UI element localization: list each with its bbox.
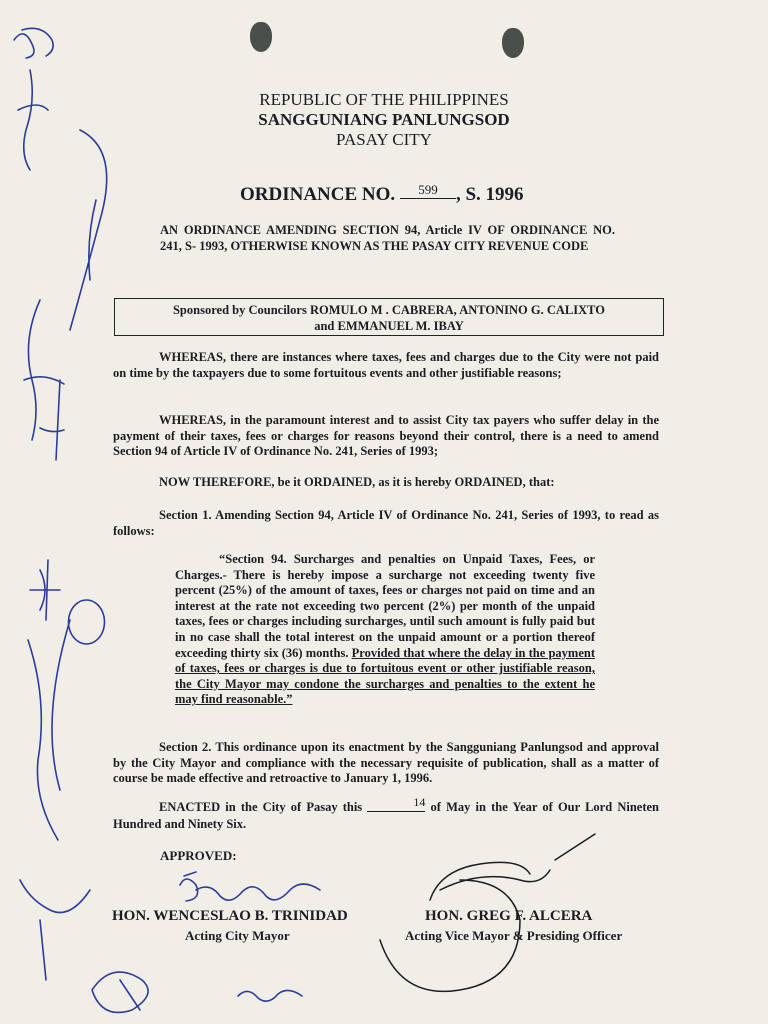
header-council: SANGGUNIANG PANLUNGSOD [258,110,510,129]
ordinance-subject: AN ORDINANCE AMENDING SECTION 94, Article IV OF ORDINANCE NO. 241, S- 1993, OTHERWISE KNOWN AS THE PASAY CITY REVENUE CODE [160,223,615,253]
ordinance-number: 599 [400,182,456,199]
punch-hole [502,28,524,58]
enacted-clause [113,795,659,832]
header-city: PASAY CITY [336,130,432,149]
ordinance-series: , S. 1996 [455,184,524,205]
approved-label: APPROVED: [160,848,237,863]
margin-circle-mark [69,600,105,644]
mayor-title: Acting City Mayor [185,928,290,943]
mayor-signature [180,872,320,901]
whereas-clause-1: WHEREAS, there are instances where taxes, fees and charges due to the City were not paid on time by the taxpayers due to some fortuitous events and other justifiable reasons; [113,350,659,380]
mayor-name: HON. WENCESLAO B. TRINIDAD [112,908,348,924]
enacted-day: 14 [367,795,425,812]
whereas-clause-2: WHEREAS, in the paramount interest and to assist City tax payers who suffer delay in the payment of their taxes, fees or charges for reasons beyond their control, there is a need to amend Section 94 of Article IV of Ordinance No. 241, Series of 1993; [113,413,659,458]
margin-signature-6 [28,620,70,840]
section-94-quote [175,552,595,708]
section-2: Section 2. This ordinance upon its enactment by the Sangguniang Panlungsod and approval by the City Mayor and compliance with the necessary requisite of publication, shall as a matter of course be made effective and retroactive to January 1, 1996. [113,740,659,785]
enacted-text-b: of May in the Year of Our Lord Nineten Hundred and Ninety Six. [113,800,659,831]
section-1: Section 1. Amending Section 94, Article IV of Ordinance No. 241, Series of 1993, to read as follows: [113,508,659,538]
section-94-text: “Section 94. Surcharges and penalties on Unpaid Taxes, Fees, or Charges.- There is hereby impose a surcharge not exceeding twenty five percent (25%) of the amount of taxes, fees or charges not paid on time and an interest at the rate not exceeding two percent (2%) per month of the unpaid taxes, fees or charges including surcharges, until such amount is fully paid but in no case shall the total interest on the unpaid amount or a portion thereof exceeding thirty six (36) months. [175,552,595,660]
punch-hole [250,22,272,52]
enacted-text-a: in the City of Pasay this [225,800,363,814]
now-therefore-clause: NOW THEREFORE, be it ORDAINED, as it is hereby ORDAINED, that: [159,475,555,489]
margin-initials-signature [14,28,53,58]
sponsor-box [114,298,664,336]
sponsor-line-2: and EMMANUEL M. IBAY [314,319,464,333]
ordinance-title [240,184,524,206]
vice-mayor-name: HON. GREG F. ALCERA [425,908,593,924]
margin-signature-5 [30,560,60,620]
vice-mayor-title: Acting Vice Mayor & Presiding Officer [405,928,623,943]
margin-signature-3 [24,300,64,440]
section-94-proviso: Provided that where the delay in the payment of taxes, fees or charges is due to fortuitous event or other justifiable reason, the City Mayor may condone the surcharges and penalties to the extent he may find reasonable.” [175,645,596,707]
margin-signature-4 [40,380,64,460]
margin-signature-2 [70,130,107,330]
header-republic: REPUBLIC OF THE PHILIPPINES [259,90,509,109]
bottom-signature [92,972,148,1013]
ordinance-prefix: ORDINANCE NO. [240,184,396,205]
margin-signature-7 [20,880,90,980]
enacted-label: ENACTED [159,800,221,814]
sponsor-line-1: Sponsored by Councilors ROMULO M . CABRERA, ANTONINO G. CALIXTO [172,303,605,317]
bottom-handwriting [238,990,302,1001]
